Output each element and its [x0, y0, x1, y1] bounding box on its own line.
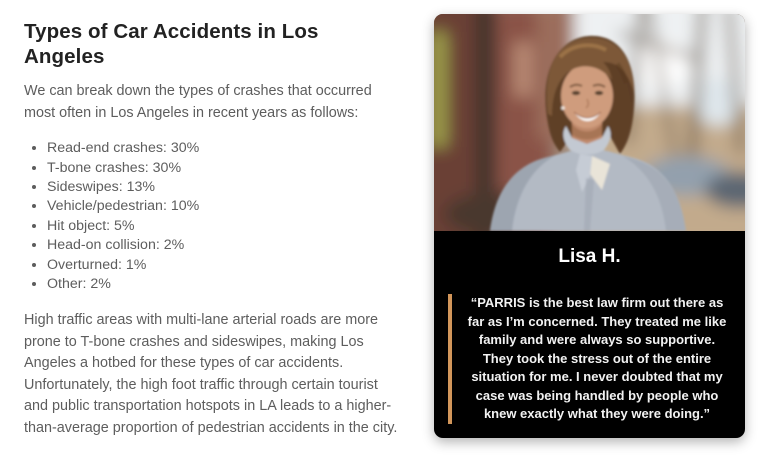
list-item: • Overturned: 1%	[47, 256, 398, 275]
quote-block	[448, 294, 731, 424]
client-photo	[434, 14, 745, 231]
quote-text: “PARRIS is the best law firm out there as far as I’m concerned. They treated me like family and were always so supportive. They took the stress out of the entire situation for me. I never doubted that my case was being handled by people who knew exactly what they were doing.”	[467, 295, 727, 421]
page-title: Types of Car Accidents in Los Angeles	[24, 20, 319, 68]
list-item: • T-bone crashes: 30%	[47, 159, 398, 178]
intro-paragraph: We can break down the types of crashes that occurred most often in Los Angeles in recent years as follows:	[24, 83, 372, 121]
testimonial-card	[434, 14, 745, 438]
list-item: • Other: 2%	[47, 275, 398, 294]
client-name: Lisa H.	[558, 246, 621, 267]
list-item: • Hit object: 5%	[47, 217, 398, 236]
testimonial-panel	[434, 246, 745, 424]
list-item: • Read-end crashes: 30%	[47, 139, 398, 158]
accident-type-list	[24, 139, 398, 294]
list-item: • Head-on collision: 2%	[47, 236, 398, 255]
quote-accent-bar	[448, 294, 452, 424]
client-portrait-illustration	[434, 14, 745, 231]
outro-paragraph: High traffic areas with multi-lane arterial roads are more prone to T-bone crashes and sideswipes, making Los Angeles a hotbed for these types of car accidents. Unfortunately, the high foot traffic through certain tourist and public transportation hotspots in LA leads to a higher-than-average proportion of pedestrian accidents in the city.	[24, 312, 398, 436]
list-item: • Vehicle/pedestrian: 10%	[47, 197, 398, 216]
list-item: • Sideswipes: 13%	[47, 178, 398, 197]
article-section	[24, 20, 398, 439]
